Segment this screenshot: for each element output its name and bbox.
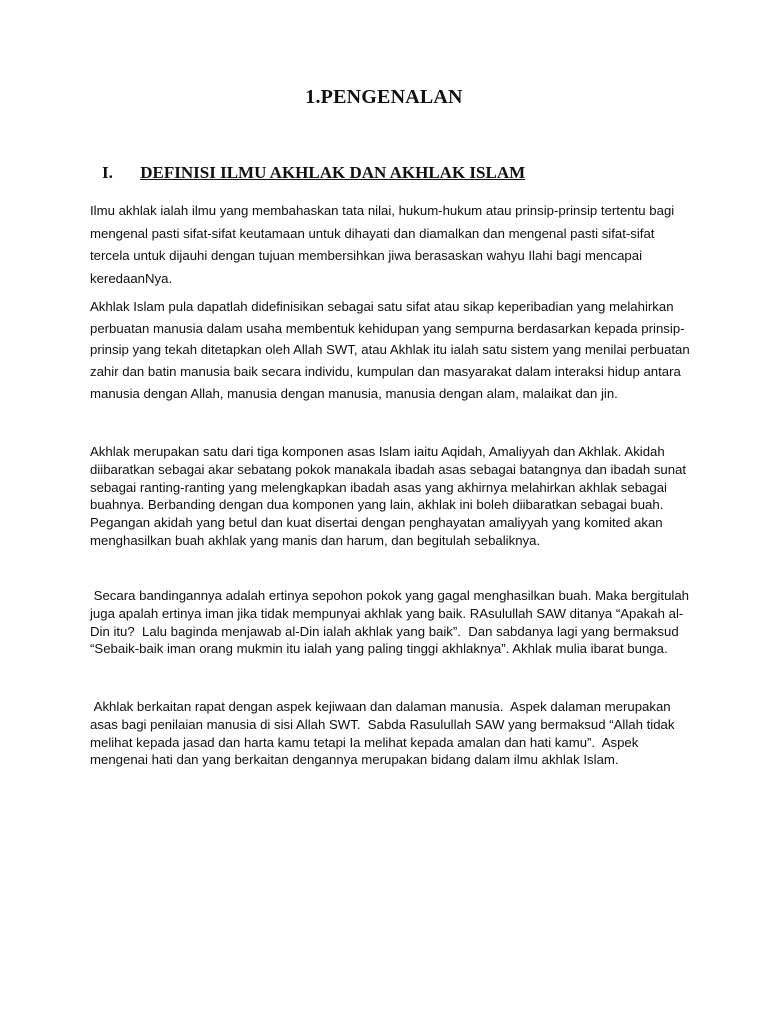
section-heading (102, 163, 525, 183)
paragraph-three-components: Akhlak merupakan satu dari tiga komponen asas Islam iaitu Aqidah, Amaliyyah dan Akhlak. Akidah diibaratkan sebagai akar sebatang pokok manakala ibadah asas sebagai batangnya dan ibadah sunat sebagai ranting-ranting yang melengkapkan ibadah asas yang akhirnya melahirkan akhlak sebagai buahnya. Berbanding dengan dua komponen yang lain, akhlak ini boleh diibaratkan sebagai buah. Pegangan akidah yang betul dan kuat disertai dengan penghayatan amaliyyah yang komited akan menghasilkan buah akhlak yang manis dan harum, dan begitulah sebaliknya. (90, 444, 687, 548)
paragraph-ilmu-akhlak-definition: Ilmu akhlak ialah ilmu yang membahaskan tata nilai, hukum-hukum atau prinsip-prinsip tertentu bagi mengenal pasti sifat-sifat keutamaan untuk dihayati dan diamalkan dan mengenal pasti sifat-sifat tercela untuk dijauhi dengan tujuan membersihkan jiwa berasaskan wahyu Ilahi bagi mencapai keredaanNya. (90, 203, 675, 286)
section-title: DEFINISI ILMU AKHLAK DAN AKHLAK ISLAM (140, 163, 526, 182)
paragraph-comparison: Secara bandingannya adalah ertinya sepohon pokok yang gagal menghasilkan buah. Maka bergitulah juga apalah ertinya iman jika tidak mempunyai akhlak yang baik. RAsulullah SAW ditanya “Apakah al-Din itu? Lalu baginda menjawab al-Din ialah akhlak yang baik”. Dan sabdanya lagi yang bermaksud “Sebaik-baik iman orang mukmin itu ialah yang paling tinggi akhlaknya”. Akhlak mulia ibarat bunga. (90, 588, 693, 657)
paragraph-inner-aspect: Akhlak berkaitan rapat dengan aspek kejiwaan dan dalaman manusia. Aspek dalaman merupakan asas bagi penilaian manusia di sisi Allah SWT. Sabda Rasulullah SAW yang bermaksud “Allah tidak melihat kepada jasad dan harta kamu tetapi Ia melihat kepada amalan dan hati kamu”. Aspek mengenai hati dan yang berkaitan dengannya merupakan bidang dalam ilmu akhlak Islam. (90, 699, 679, 768)
page-title: 1.PENGENALAN (305, 86, 463, 108)
paragraph-akhlak-islam-definition: Akhlak Islam pula dapatlah didefinisikan sebagai satu sifat atau sikap keperibadian yang melahirkan perbuatan manusia dalam usaha membentuk kehidupan yang sempurna berdasarkan kepada prinsip-prinsip yang tekah ditetapkan oleh Allah SWT, atau Akhlak itu ialah satu sistem yang menilai perbuatan zahir dan batin manusia baik secara individu, kumpulan dan masyarakat dalam interaksi hidup antara manusia dengan Allah, manusia dengan manusia, manusia dengan alam, malaikat dan jin. (90, 299, 690, 401)
section-number: I. (102, 163, 113, 182)
